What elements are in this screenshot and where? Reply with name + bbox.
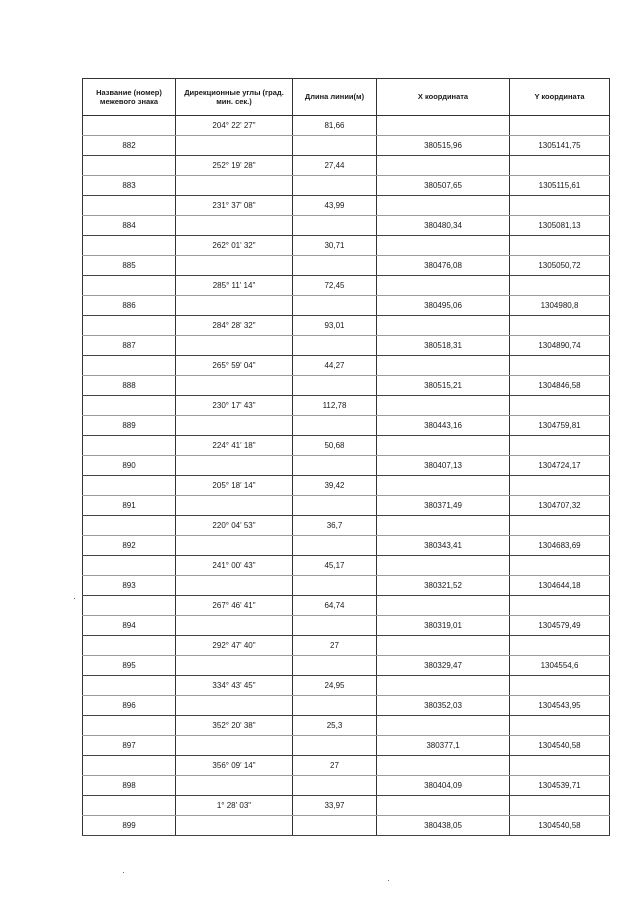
- y-coordinate-cell: 1304980,8: [510, 296, 610, 316]
- direction-angle-cell: 241° 00' 43": [176, 556, 293, 576]
- table-row-line: [83, 796, 610, 816]
- empty-cell: [293, 456, 377, 476]
- x-coordinate-cell: 380377,1: [377, 736, 510, 756]
- direction-angle-cell: 334° 43' 45": [176, 676, 293, 696]
- table-row-point: [83, 256, 610, 276]
- empty-cell: [377, 476, 510, 496]
- x-coordinate-cell: 380518,31: [377, 336, 510, 356]
- empty-cell: [83, 596, 176, 616]
- table-body: [83, 116, 610, 836]
- line-length-cell: 72,45: [293, 276, 377, 296]
- empty-cell: [293, 296, 377, 316]
- empty-cell: [377, 196, 510, 216]
- empty-cell: [293, 656, 377, 676]
- empty-cell: [293, 576, 377, 596]
- empty-cell: [293, 376, 377, 396]
- direction-angle-cell: 284° 28' 32": [176, 316, 293, 336]
- table-row-line: [83, 276, 610, 296]
- table-row-point: [83, 376, 610, 396]
- table-row-point: [83, 616, 610, 636]
- line-length-cell: 39,42: [293, 476, 377, 496]
- empty-cell: [176, 256, 293, 276]
- direction-angle-cell: 262° 01' 32": [176, 236, 293, 256]
- direction-angle-cell: 252° 19' 28": [176, 156, 293, 176]
- point-name-cell: 886: [83, 296, 176, 316]
- table-row-point: [83, 176, 610, 196]
- x-coordinate-cell: 380319,01: [377, 616, 510, 636]
- table-row-point: [83, 496, 610, 516]
- table-row-line: [83, 196, 610, 216]
- direction-angle-cell: 230° 17' 43": [176, 396, 293, 416]
- empty-cell: [510, 436, 610, 456]
- table-row-line: [83, 636, 610, 656]
- empty-cell: [176, 136, 293, 156]
- header-point-name: Название (номер) межевого знака: [83, 79, 176, 116]
- empty-cell: [377, 276, 510, 296]
- empty-cell: [83, 276, 176, 296]
- empty-cell: [510, 796, 610, 816]
- empty-cell: [176, 336, 293, 356]
- empty-cell: [377, 676, 510, 696]
- empty-cell: [510, 756, 610, 776]
- y-coordinate-cell: 1304554,6: [510, 656, 610, 676]
- x-coordinate-cell: 380321,52: [377, 576, 510, 596]
- y-coordinate-cell: 1305081,13: [510, 216, 610, 236]
- point-name-cell: 896: [83, 696, 176, 716]
- header-direction-angle: Дирекционные углы (град. мин. сек.): [176, 79, 293, 116]
- empty-cell: [377, 756, 510, 776]
- empty-cell: [510, 276, 610, 296]
- empty-cell: [510, 356, 610, 376]
- direction-angle-cell: 285° 11' 14": [176, 276, 293, 296]
- empty-cell: [377, 236, 510, 256]
- line-length-cell: 36,7: [293, 516, 377, 536]
- table-row-point: [83, 576, 610, 596]
- direction-angle-cell: 352° 20' 38": [176, 716, 293, 736]
- table-header-row: [83, 79, 610, 116]
- y-coordinate-cell: 1304890,74: [510, 336, 610, 356]
- point-name-cell: 889: [83, 416, 176, 436]
- y-coordinate-cell: 1304540,58: [510, 736, 610, 756]
- point-name-cell: 887: [83, 336, 176, 356]
- empty-cell: [176, 776, 293, 796]
- direction-angle-cell: 220° 04' 53": [176, 516, 293, 536]
- y-coordinate-cell: 1304540,58: [510, 816, 610, 836]
- y-coordinate-cell: 1304644,18: [510, 576, 610, 596]
- empty-cell: [176, 376, 293, 396]
- empty-cell: [176, 736, 293, 756]
- empty-cell: [377, 636, 510, 656]
- empty-cell: [510, 516, 610, 536]
- empty-cell: [176, 656, 293, 676]
- table-row-line: [83, 596, 610, 616]
- y-coordinate-cell: 1305050,72: [510, 256, 610, 276]
- empty-cell: [293, 136, 377, 156]
- empty-cell: [377, 156, 510, 176]
- empty-cell: [377, 116, 510, 136]
- y-coordinate-cell: 1304543,95: [510, 696, 610, 716]
- table-row-line: [83, 156, 610, 176]
- line-length-cell: 27: [293, 636, 377, 656]
- line-length-cell: 81,66: [293, 116, 377, 136]
- empty-cell: [377, 396, 510, 416]
- point-name-cell: 890: [83, 456, 176, 476]
- x-coordinate-cell: 380515,21: [377, 376, 510, 396]
- table-row-point: [83, 416, 610, 436]
- header-x-coordinate: X координата: [377, 79, 510, 116]
- table-row-point: [83, 736, 610, 756]
- empty-cell: [83, 116, 176, 136]
- x-coordinate-cell: 380329,47: [377, 656, 510, 676]
- x-coordinate-cell: 380407,13: [377, 456, 510, 476]
- empty-cell: [83, 156, 176, 176]
- empty-cell: [176, 816, 293, 836]
- direction-angle-cell: 267° 46' 41": [176, 596, 293, 616]
- header-line-length: Длина линии(м): [293, 79, 377, 116]
- y-coordinate-cell: 1305115,61: [510, 176, 610, 196]
- empty-cell: [293, 496, 377, 516]
- empty-cell: [83, 316, 176, 336]
- point-name-cell: 893: [83, 576, 176, 596]
- empty-cell: [293, 696, 377, 716]
- empty-cell: [510, 596, 610, 616]
- y-coordinate-cell: 1304846,58: [510, 376, 610, 396]
- empty-cell: [293, 336, 377, 356]
- empty-cell: [176, 176, 293, 196]
- line-length-cell: 45,17: [293, 556, 377, 576]
- x-coordinate-cell: 380495,06: [377, 296, 510, 316]
- empty-cell: [176, 496, 293, 516]
- table-row-point: [83, 536, 610, 556]
- table-row-line: [83, 436, 610, 456]
- empty-cell: [176, 216, 293, 236]
- table-row-line: [83, 716, 610, 736]
- empty-cell: [510, 556, 610, 576]
- table-row-line: [83, 676, 610, 696]
- empty-cell: [176, 576, 293, 596]
- empty-cell: [510, 396, 610, 416]
- table-row-point: [83, 456, 610, 476]
- empty-cell: [377, 436, 510, 456]
- empty-cell: [377, 316, 510, 336]
- table-row-line: [83, 236, 610, 256]
- empty-cell: [510, 716, 610, 736]
- empty-cell: [377, 596, 510, 616]
- empty-cell: [176, 696, 293, 716]
- empty-cell: [176, 456, 293, 476]
- line-length-cell: 44,27: [293, 356, 377, 376]
- y-coordinate-cell: 1304707,32: [510, 496, 610, 516]
- empty-cell: [293, 416, 377, 436]
- line-length-cell: 64,74: [293, 596, 377, 616]
- table-row-line: [83, 556, 610, 576]
- empty-cell: [83, 756, 176, 776]
- empty-cell: [83, 716, 176, 736]
- y-coordinate-cell: 1304579,49: [510, 616, 610, 636]
- table-row-point: [83, 336, 610, 356]
- x-coordinate-cell: 380371,49: [377, 496, 510, 516]
- empty-cell: [293, 816, 377, 836]
- empty-cell: [377, 516, 510, 536]
- table-row-point: [83, 216, 610, 236]
- line-length-cell: 25,3: [293, 716, 377, 736]
- y-coordinate-cell: 1304759,81: [510, 416, 610, 436]
- table-row-point: [83, 136, 610, 156]
- empty-cell: [83, 636, 176, 656]
- x-coordinate-cell: 380438,05: [377, 816, 510, 836]
- table-row-line: [83, 516, 610, 536]
- scan-speck: [123, 872, 124, 873]
- direction-angle-cell: 356° 09' 14": [176, 756, 293, 776]
- line-length-cell: 27,44: [293, 156, 377, 176]
- direction-angle-cell: 224° 41' 18": [176, 436, 293, 456]
- point-name-cell: 891: [83, 496, 176, 516]
- empty-cell: [83, 676, 176, 696]
- empty-cell: [176, 416, 293, 436]
- direction-angle-cell: 205° 18' 14": [176, 476, 293, 496]
- line-length-cell: 93,01: [293, 316, 377, 336]
- empty-cell: [83, 356, 176, 376]
- point-name-cell: 892: [83, 536, 176, 556]
- line-length-cell: 24,95: [293, 676, 377, 696]
- header-y-coordinate: Y координата: [510, 79, 610, 116]
- empty-cell: [510, 636, 610, 656]
- table-row-point: [83, 776, 610, 796]
- table-row-point: [83, 296, 610, 316]
- table-row-line: [83, 396, 610, 416]
- line-length-cell: 50,68: [293, 436, 377, 456]
- line-length-cell: 27: [293, 756, 377, 776]
- empty-cell: [83, 396, 176, 416]
- empty-cell: [293, 256, 377, 276]
- x-coordinate-cell: 380443,16: [377, 416, 510, 436]
- empty-cell: [293, 176, 377, 196]
- table-row-line: [83, 476, 610, 496]
- point-name-cell: 898: [83, 776, 176, 796]
- empty-cell: [510, 236, 610, 256]
- x-coordinate-cell: 380404,09: [377, 776, 510, 796]
- empty-cell: [176, 296, 293, 316]
- empty-cell: [83, 556, 176, 576]
- x-coordinate-cell: 380343,41: [377, 536, 510, 556]
- table-row-line: [83, 316, 610, 336]
- x-coordinate-cell: 380476,08: [377, 256, 510, 276]
- table-row-point: [83, 816, 610, 836]
- point-name-cell: 888: [83, 376, 176, 396]
- y-coordinate-cell: 1304724,17: [510, 456, 610, 476]
- table-row-point: [83, 656, 610, 676]
- empty-cell: [510, 476, 610, 496]
- empty-cell: [83, 436, 176, 456]
- x-coordinate-cell: 380480,34: [377, 216, 510, 236]
- point-name-cell: 884: [83, 216, 176, 236]
- scan-speck: [74, 598, 75, 599]
- empty-cell: [83, 236, 176, 256]
- empty-cell: [83, 796, 176, 816]
- empty-cell: [293, 536, 377, 556]
- empty-cell: [377, 556, 510, 576]
- table-row-line: [83, 116, 610, 136]
- empty-cell: [176, 616, 293, 636]
- table-row-line: [83, 356, 610, 376]
- y-coordinate-cell: 1305141,75: [510, 136, 610, 156]
- line-length-cell: 112,78: [293, 396, 377, 416]
- empty-cell: [83, 476, 176, 496]
- table-row-point: [83, 696, 610, 716]
- point-name-cell: 897: [83, 736, 176, 756]
- empty-cell: [293, 216, 377, 236]
- empty-cell: [510, 156, 610, 176]
- empty-cell: [83, 196, 176, 216]
- empty-cell: [510, 676, 610, 696]
- direction-angle-cell: 1° 28' 03": [176, 796, 293, 816]
- scan-speck: [388, 880, 389, 881]
- empty-cell: [510, 116, 610, 136]
- x-coordinate-cell: 380352,03: [377, 696, 510, 716]
- line-length-cell: 33,97: [293, 796, 377, 816]
- point-name-cell: 885: [83, 256, 176, 276]
- empty-cell: [176, 536, 293, 556]
- empty-cell: [293, 736, 377, 756]
- empty-cell: [293, 776, 377, 796]
- point-name-cell: 882: [83, 136, 176, 156]
- point-name-cell: 899: [83, 816, 176, 836]
- y-coordinate-cell: 1304683,69: [510, 536, 610, 556]
- boundary-coordinates-table: [82, 78, 610, 836]
- direction-angle-cell: 265° 59' 04": [176, 356, 293, 376]
- empty-cell: [510, 316, 610, 336]
- direction-angle-cell: 204° 22' 27": [176, 116, 293, 136]
- line-length-cell: 43,99: [293, 196, 377, 216]
- direction-angle-cell: 292° 47' 40": [176, 636, 293, 656]
- direction-angle-cell: 231° 37' 08": [176, 196, 293, 216]
- empty-cell: [293, 616, 377, 636]
- empty-cell: [377, 796, 510, 816]
- empty-cell: [377, 716, 510, 736]
- empty-cell: [377, 356, 510, 376]
- line-length-cell: 30,71: [293, 236, 377, 256]
- empty-cell: [510, 196, 610, 216]
- table-row-line: [83, 756, 610, 776]
- point-name-cell: 894: [83, 616, 176, 636]
- x-coordinate-cell: 380515,96: [377, 136, 510, 156]
- point-name-cell: 895: [83, 656, 176, 676]
- y-coordinate-cell: 1304539,71: [510, 776, 610, 796]
- empty-cell: [83, 516, 176, 536]
- point-name-cell: 883: [83, 176, 176, 196]
- x-coordinate-cell: 380507,65: [377, 176, 510, 196]
